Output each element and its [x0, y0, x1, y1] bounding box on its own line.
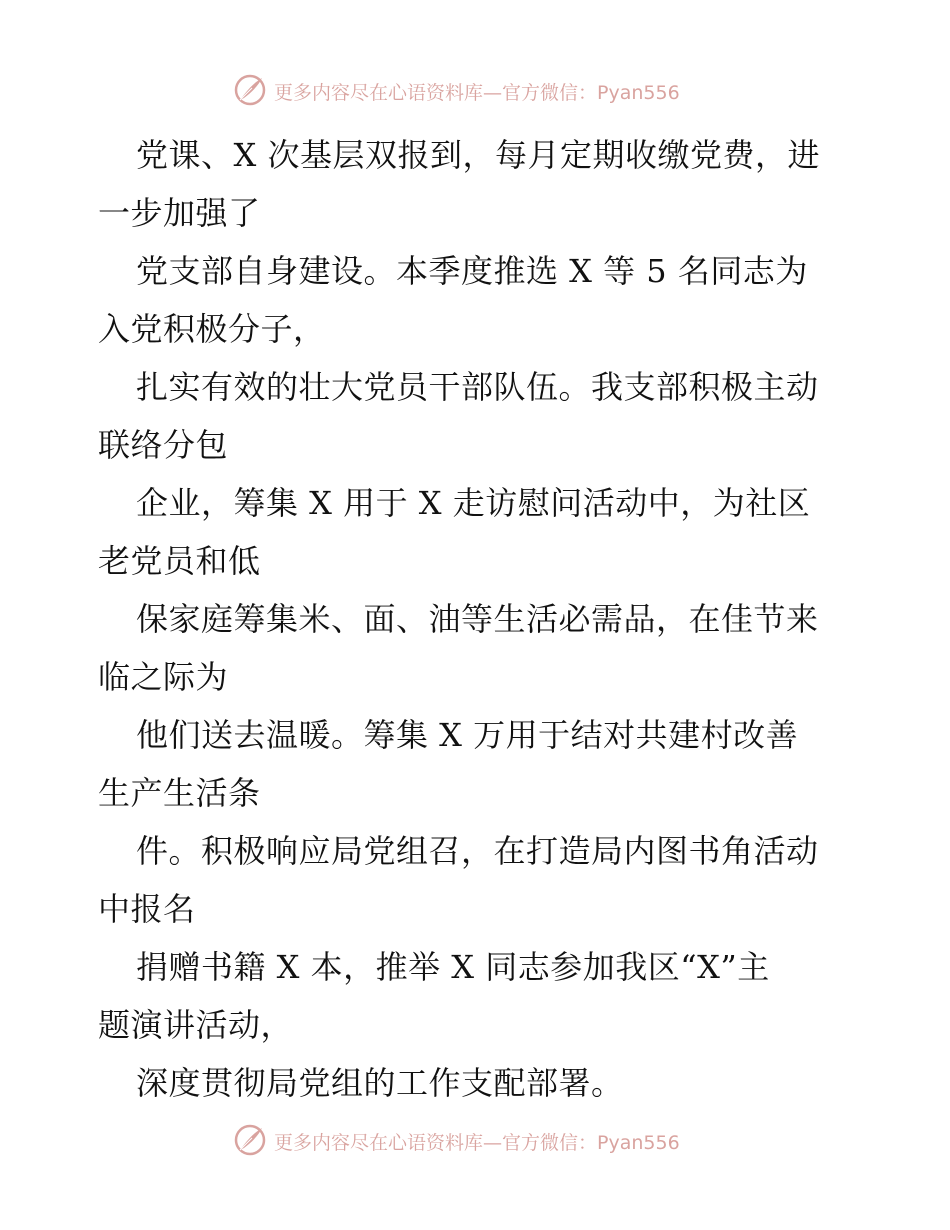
paragraph: [98, 1054, 858, 1112]
paragraph-line: 联络分包: [98, 426, 229, 464]
paragraph-line: 保家庭筹集米、面、油等生活必需品，在佳节来: [136, 600, 819, 638]
document-body: [98, 126, 858, 1112]
wechat-label: 官方微信：: [502, 82, 598, 104]
paragraph-line: 老党员和低: [98, 542, 261, 580]
feather-pen-circle-icon: [232, 72, 268, 108]
paragraph-line: 入党积极分子，: [98, 310, 326, 348]
paragraph: [98, 126, 858, 242]
paragraph-line: 捐赠书籍 X 本，推举 X 同志参加我区“X”主: [136, 948, 770, 986]
paragraph: [98, 242, 858, 358]
paragraph-line: 扎实有效的壮大党员干部队伍。我支部积极主动: [136, 368, 819, 406]
watermark-separator: —: [483, 82, 503, 104]
paragraph-line: 一步加强了: [98, 194, 261, 232]
paragraph-line: 深度贯彻局党组的工作支配部署。: [136, 1064, 624, 1102]
paragraph: [98, 938, 858, 1054]
watermark-label: 更多内容尽在心语资料库: [274, 82, 484, 104]
paragraph-line: 中报名: [98, 890, 196, 928]
page-header-watermark: [232, 72, 712, 108]
page-footer-watermark: [232, 1122, 712, 1158]
paragraph-line: 件。积极响应局党组召，在打造局内图书角活动: [136, 832, 819, 870]
paragraph: [98, 822, 858, 938]
paragraph-line: 生产生活条: [98, 774, 261, 812]
paragraph-line: 他们送去温暖。筹集 X 万用于结对共建村改善: [136, 716, 799, 754]
paragraph-line: 党支部自身建设。本季度推选 X 等 5 名同志为: [136, 252, 808, 290]
paragraph-line: 题演讲活动，: [98, 1006, 294, 1044]
paragraph: [98, 474, 858, 590]
paragraph-line: 企业，筹集 X 用于 X 走访慰问活动中，为社区: [136, 484, 811, 522]
paragraph: [98, 590, 858, 706]
wechat-id: Pyan556: [597, 1132, 680, 1154]
wechat-id: Pyan556: [597, 82, 680, 104]
feather-pen-circle-icon: [232, 1122, 268, 1158]
watermark-text: [274, 78, 680, 105]
paragraph-line: 党课、X 次基层双报到，每月定期收缴党费，进: [136, 136, 820, 174]
watermark-text: [274, 1128, 680, 1155]
paragraph-line: 临之际为: [98, 658, 229, 696]
paragraph: [98, 358, 858, 474]
paragraph: [98, 706, 858, 822]
watermark-label: 更多内容尽在心语资料库: [274, 1132, 484, 1154]
wechat-label: 官方微信：: [502, 1132, 598, 1154]
watermark-separator: —: [483, 1132, 503, 1154]
